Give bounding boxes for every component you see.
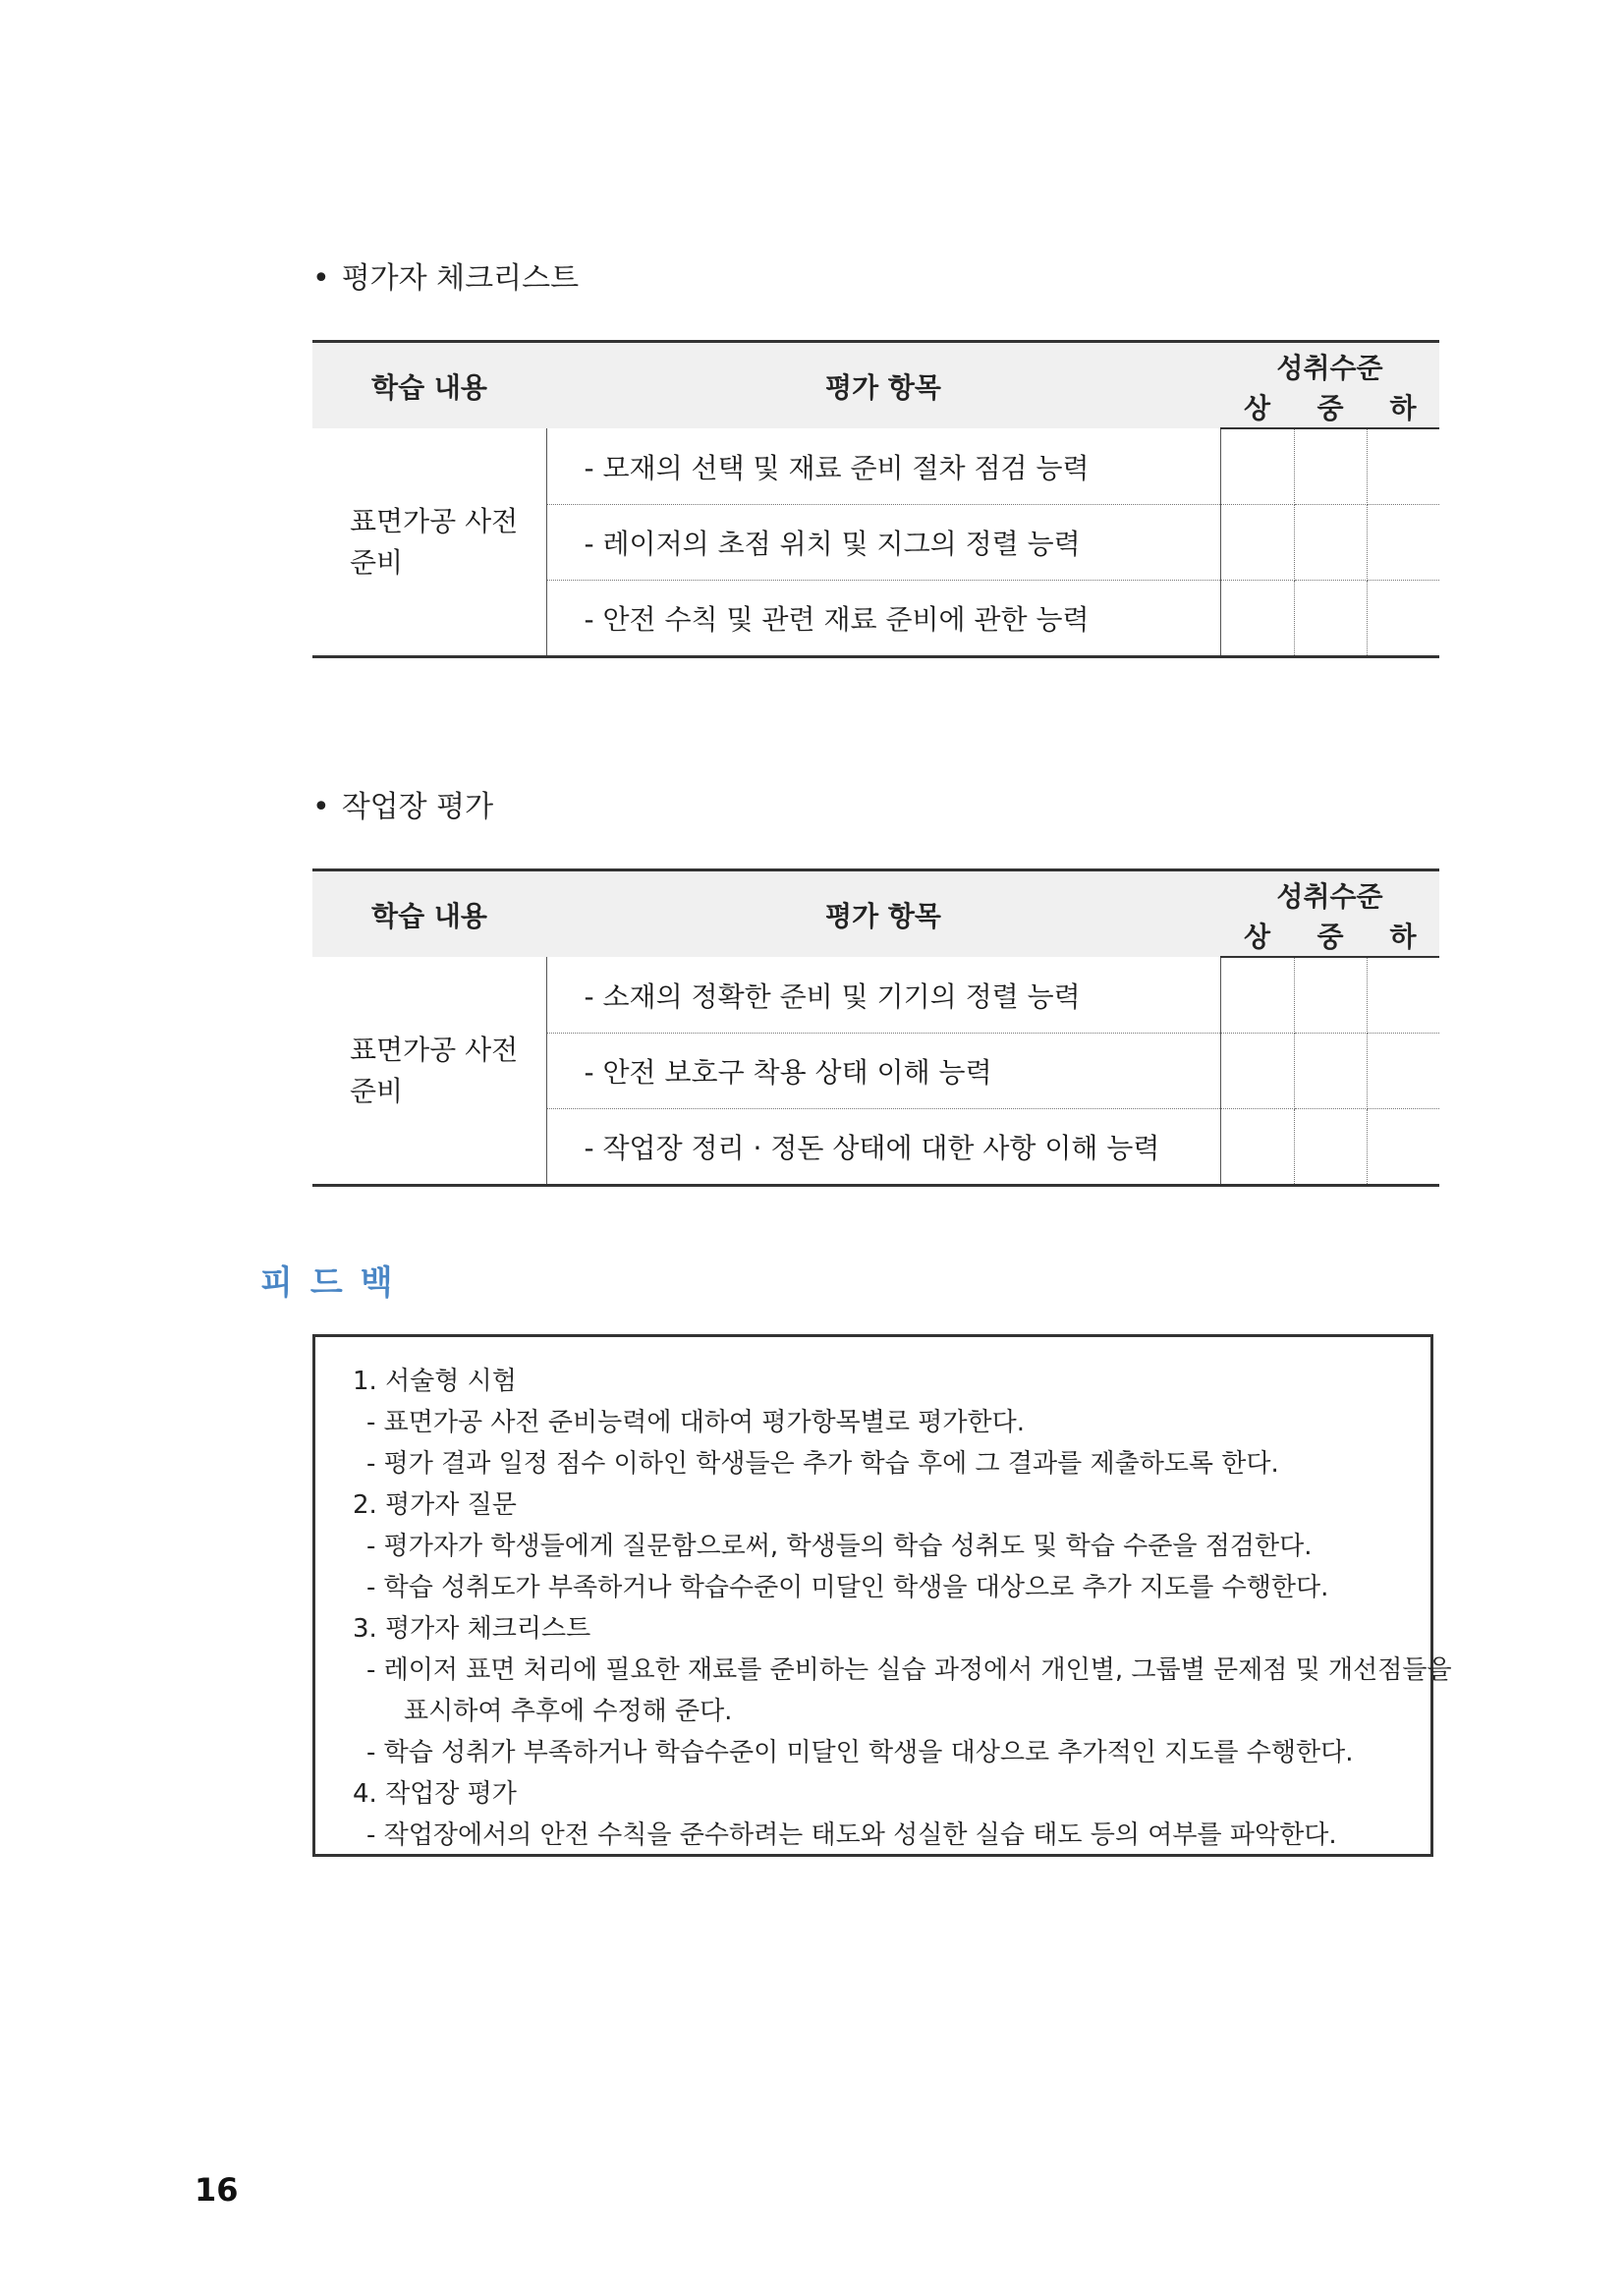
feedback-line: - 평가 결과 일정 점수 이하인 학생들은 추가 학습 후에 그 결과를 제출하도록 한다. — [366, 1449, 1279, 1479]
level-cell-high[interactable] — [1220, 428, 1294, 505]
feedback-line: - 학습 성취도가 부족하거나 학습수준이 미달인 학생을 대상으로 추가 지도를 수행한다. — [366, 1573, 1329, 1602]
eval-item: - 모재의 선택 및 재료 준비 절차 점검 능력 — [546, 428, 1220, 505]
level-cell-mid[interactable] — [1294, 428, 1367, 505]
header-level: 성취수준 — [1220, 342, 1439, 387]
feedback-line: - 작업장에서의 안전 수칙을 준수하려는 태도와 성실한 실습 태도 등의 여부를 파악한다. — [366, 1820, 1337, 1850]
eval-item: - 작업장 정리 · 정돈 상태에 대한 사항 이해 능력 — [546, 1109, 1220, 1186]
level-cell-low[interactable] — [1367, 957, 1439, 1034]
level-cell-high[interactable] — [1220, 581, 1294, 657]
learning-content: 표면가공 사전 준비 — [312, 957, 546, 1186]
feedback-line: 3. 평가자 체크리스트 — [353, 1614, 591, 1644]
header-content: 학습 내용 — [312, 342, 546, 429]
header-level-mid: 중 — [1294, 386, 1367, 428]
header-level-mid: 중 — [1294, 915, 1367, 957]
bullet-icon: • — [312, 261, 330, 296]
eval-item: - 소재의 정확한 준비 및 기기의 정렬 능력 — [546, 957, 1220, 1034]
feedback-line: 2. 평가자 질문 — [353, 1490, 517, 1520]
level-cell-low[interactable] — [1367, 505, 1439, 581]
checklist-table — [312, 340, 1439, 658]
level-cell-mid[interactable] — [1294, 1034, 1367, 1109]
level-cell-low[interactable] — [1367, 1109, 1439, 1186]
feedback-line: 4. 작업장 평가 — [353, 1779, 517, 1809]
level-cell-low[interactable] — [1367, 1034, 1439, 1109]
page-number: 16 — [195, 2171, 239, 2209]
feedback-title: 피드백 — [260, 1263, 411, 1303]
level-cell-low[interactable] — [1367, 428, 1439, 505]
feedback-line: - 표면가공 사전 준비능력에 대하여 평가항목별로 평가한다. — [366, 1408, 1026, 1437]
header-level-high: 상 — [1220, 915, 1294, 957]
level-cell-low[interactable] — [1367, 581, 1439, 657]
level-cell-high[interactable] — [1220, 1109, 1294, 1186]
level-cell-mid[interactable] — [1294, 1109, 1367, 1186]
level-cell-high[interactable] — [1220, 1034, 1294, 1109]
feedback-line: 1. 서술형 시험 — [353, 1367, 517, 1396]
feedback-box — [312, 1334, 1452, 1857]
eval-item: - 안전 수칙 및 관련 재료 준비에 관한 능력 — [546, 581, 1220, 657]
level-cell-high[interactable] — [1220, 505, 1294, 581]
learning-content: 표면가공 사전 준비 — [312, 428, 546, 657]
feedback-line: 표시하여 추후에 수정해 준다. — [404, 1697, 733, 1726]
level-cell-mid[interactable] — [1294, 581, 1367, 657]
table-row — [312, 428, 1439, 505]
table-row — [312, 957, 1439, 1034]
bullet-icon: • — [312, 790, 330, 824]
header-level-low: 하 — [1367, 915, 1439, 957]
level-cell-mid[interactable] — [1294, 505, 1367, 581]
level-cell-high[interactable] — [1220, 957, 1294, 1034]
feedback-line: - 레이저 표면 처리에 필요한 재료를 준비하는 실습 과정에서 개인별, 그룹별 문제점 및 개선점들을 — [366, 1655, 1452, 1685]
feedback-line: - 학습 성취가 부족하거나 학습수준이 미달인 학생을 대상으로 추가적인 지도를 수행한다. — [366, 1738, 1354, 1767]
workshop-heading: • 작업장 평가 — [312, 790, 494, 824]
checklist-heading: • 평가자 체크리스트 — [312, 261, 580, 296]
header-level-high: 상 — [1220, 386, 1294, 428]
header-level: 성취수준 — [1220, 870, 1439, 916]
header-content: 학습 내용 — [312, 870, 546, 958]
header-level-low: 하 — [1367, 386, 1439, 428]
feedback-line: - 평가자가 학생들에게 질문함으로써, 학생들의 학습 성취도 및 학습 수준을 점검한다. — [366, 1532, 1313, 1561]
eval-item: - 레이저의 초점 위치 및 지그의 정렬 능력 — [546, 505, 1220, 581]
header-item: 평가 항목 — [546, 342, 1220, 429]
eval-item: - 안전 보호구 착용 상태 이해 능력 — [546, 1034, 1220, 1109]
level-cell-mid[interactable] — [1294, 957, 1367, 1034]
header-item: 평가 항목 — [546, 870, 1220, 958]
workshop-table — [312, 868, 1439, 1187]
